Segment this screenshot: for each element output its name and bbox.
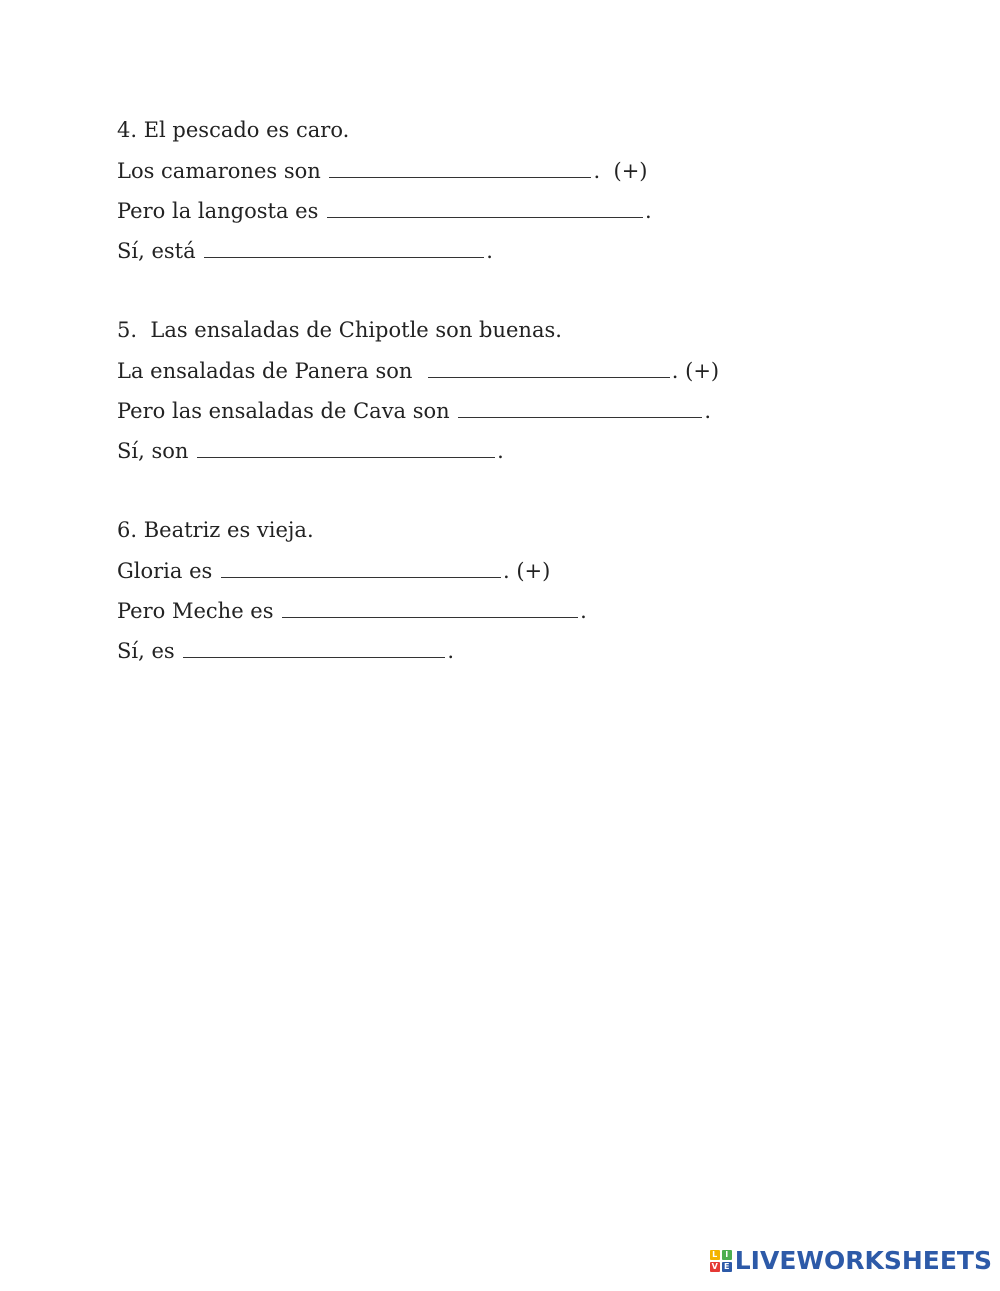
answer-blank[interactable] — [329, 158, 591, 178]
question-6-line-2: Pero Meche es . — [117, 599, 587, 623]
answer-blank[interactable] — [197, 438, 495, 458]
answer-blank[interactable] — [327, 198, 643, 218]
liveworksheets-logo — [710, 1246, 992, 1275]
answer-blank[interactable] — [204, 238, 484, 258]
question-4-line-1: Los camarones son . (+) — [117, 159, 648, 183]
answer-blank[interactable] — [428, 358, 670, 378]
answer-blank[interactable] — [221, 558, 501, 578]
question-6-prompt: 6. Beatriz es vieja. — [117, 518, 314, 542]
answer-blank[interactable] — [458, 398, 702, 418]
logo-block: I — [722, 1250, 732, 1260]
question-4-line-2: Pero la langosta es . — [117, 199, 652, 223]
question-5-line-2: Pero las ensaladas de Cava son . — [117, 399, 712, 423]
question-5-prompt: 5. Las ensaladas de Chipotle son buenas. — [117, 318, 562, 342]
logo-block: E — [722, 1262, 732, 1272]
question-5-line-3: Sí, son . — [117, 439, 504, 463]
logo-blocks-icon — [710, 1250, 732, 1272]
question-5-line-1: La ensaladas de Panera son . (+) — [117, 359, 720, 383]
logo-text: LIVEWORKSHEETS — [734, 1246, 992, 1275]
answer-blank[interactable] — [282, 598, 578, 618]
answer-blank[interactable] — [183, 638, 445, 658]
question-4-prompt: 4. El pescado es caro. — [117, 118, 350, 142]
question-6-line-3: Sí, es . — [117, 639, 455, 663]
question-4-line-3: Sí, está . — [117, 239, 493, 263]
logo-block: L — [710, 1250, 720, 1260]
logo-block: V — [711, 1262, 718, 1271]
question-6-line-1: Gloria es . (+) — [117, 559, 551, 583]
